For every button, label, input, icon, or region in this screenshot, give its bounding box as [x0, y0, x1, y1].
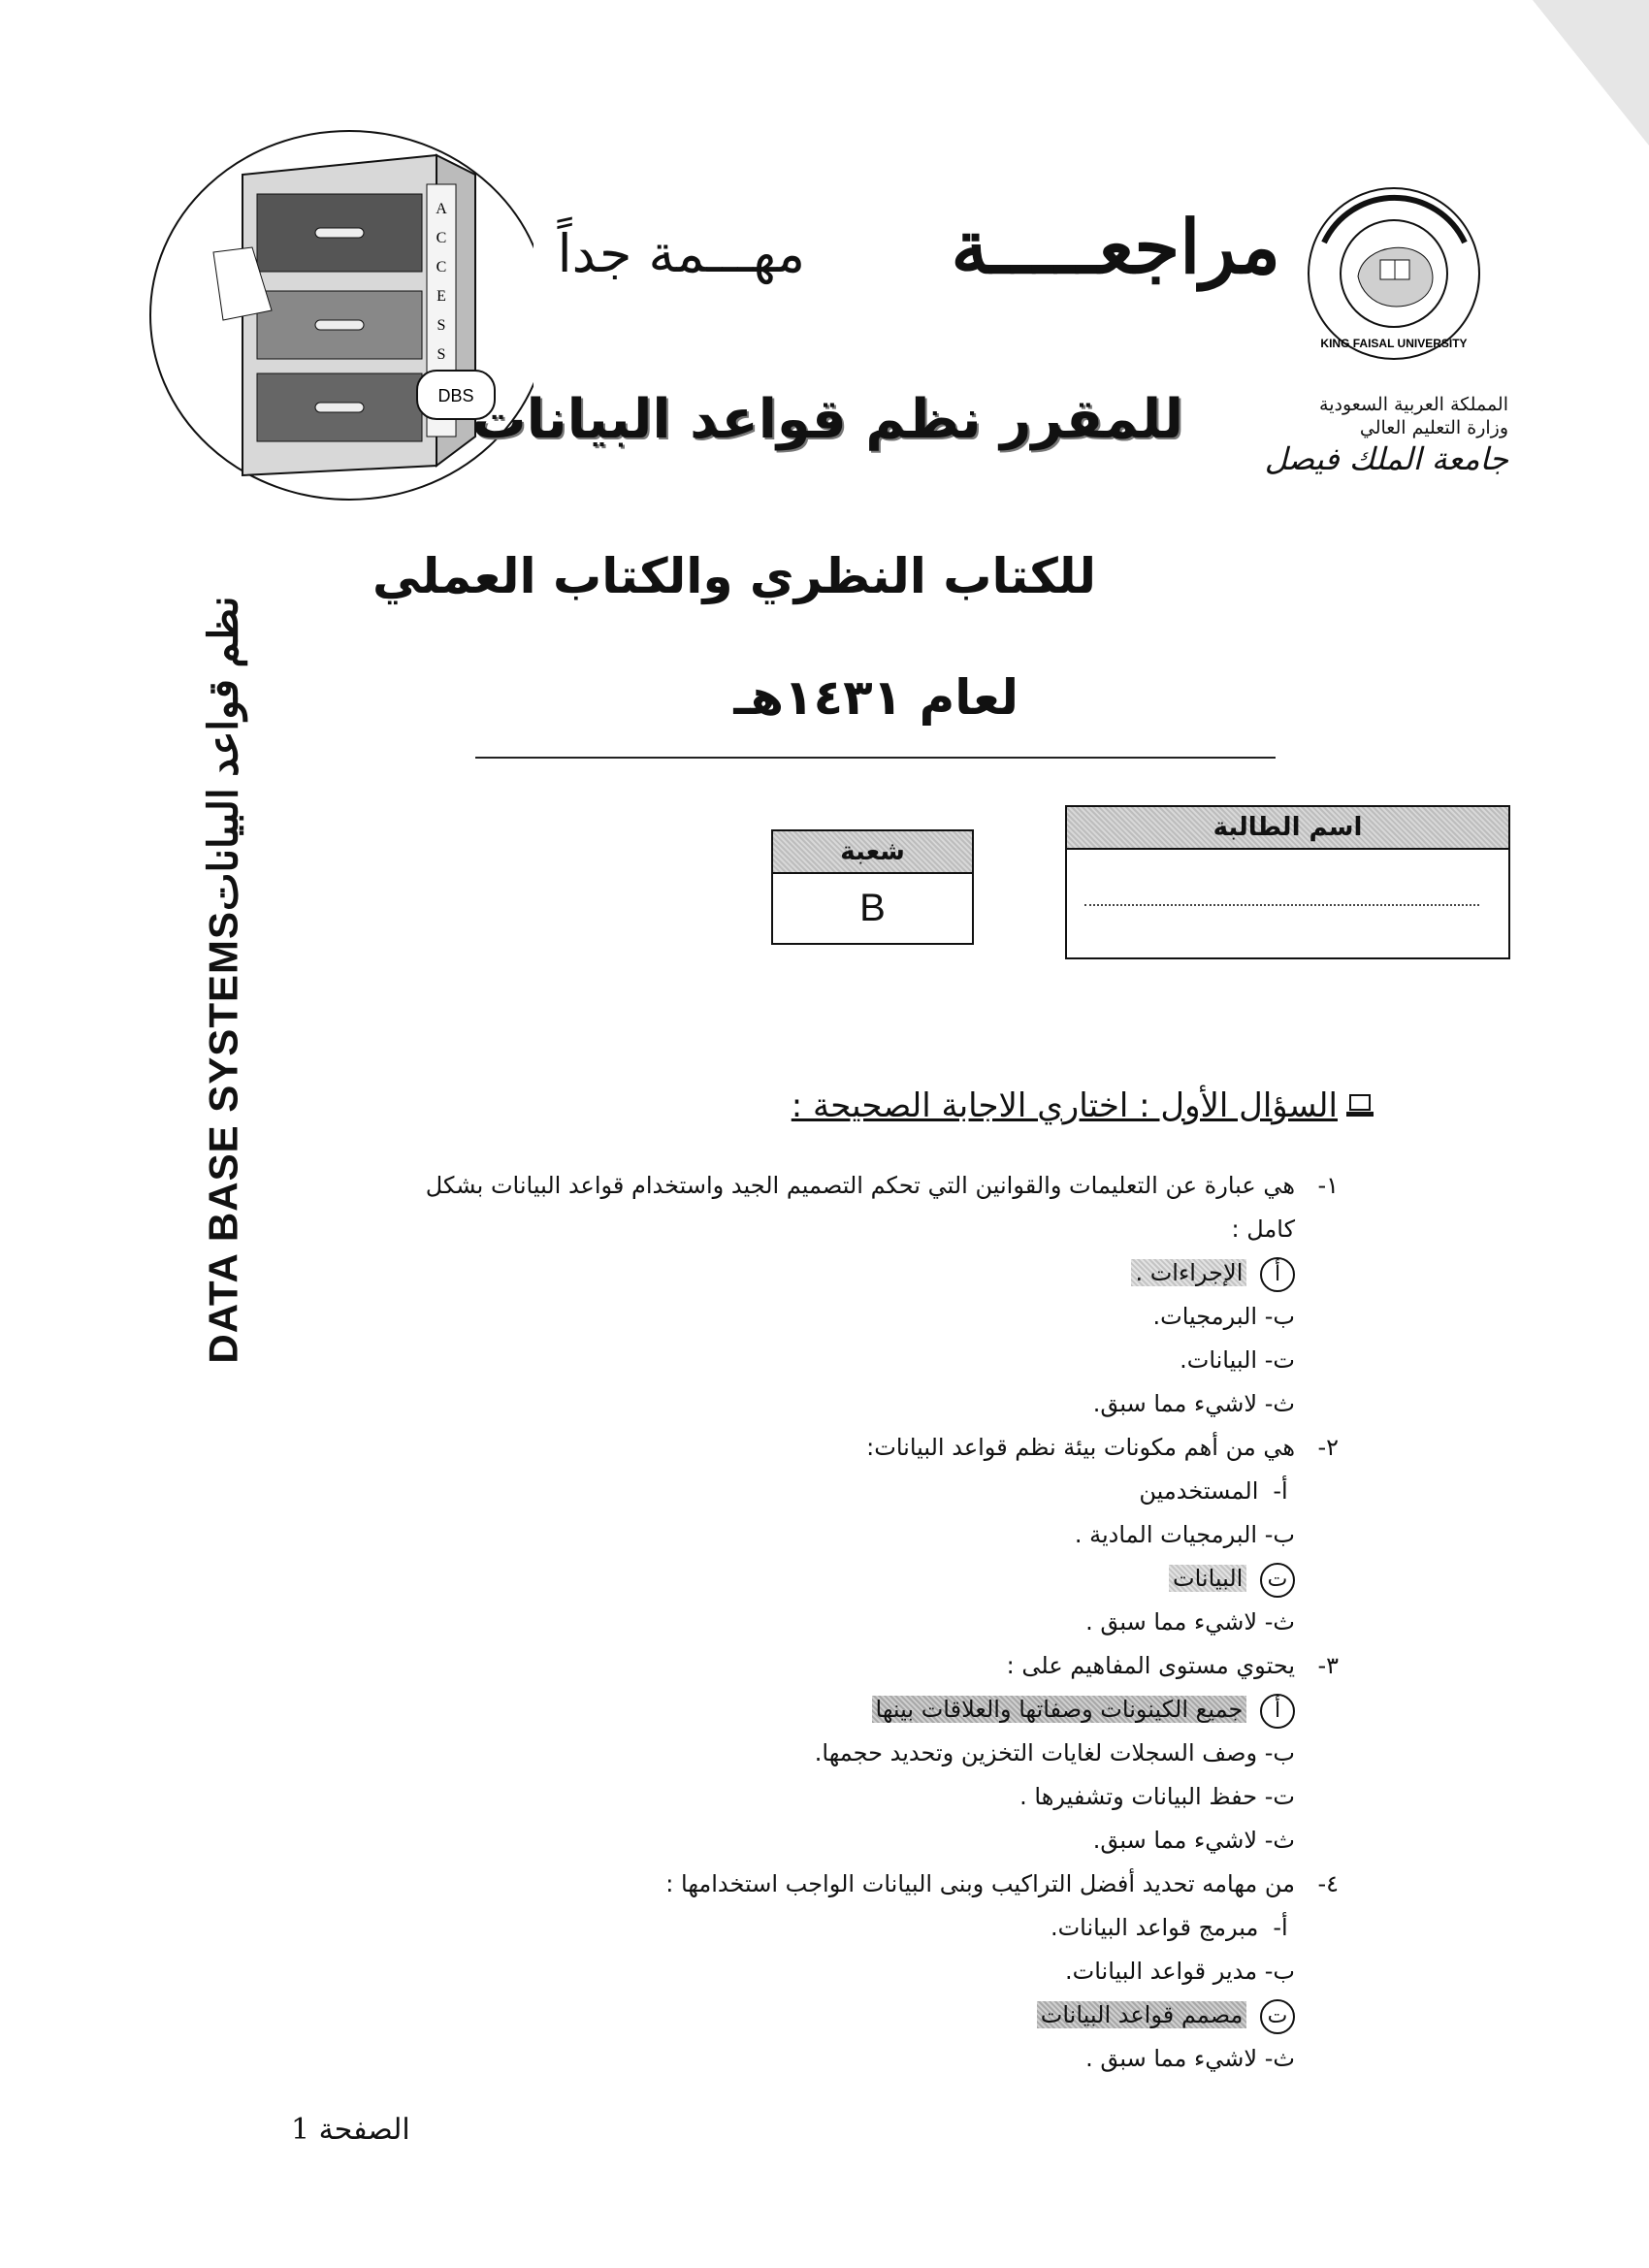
option-text-highlighted: الإجراءات .	[1131, 1259, 1246, 1286]
ministry-line: وزارة التعليم العالي	[1359, 417, 1508, 438]
side-vertical-title	[194, 572, 252, 1387]
option-letter-circled: أ	[1260, 1694, 1295, 1729]
option-text: حفظ البيانات وتشفيرها .	[1019, 1783, 1258, 1810]
logo-caption: KING FAISAL UNIVERSITY	[1320, 337, 1468, 350]
option	[276, 1601, 1295, 1644]
title-divider	[475, 757, 1276, 759]
option	[276, 2037, 1295, 2081]
option-text: البرمجيات.	[1152, 1303, 1258, 1330]
question-text: يحتوي مستوى المفاهيم على :	[1006, 1652, 1295, 1679]
option-correct	[276, 1251, 1295, 1295]
section-box	[771, 829, 974, 945]
option-letter: ب-	[1264, 1303, 1295, 1330]
question-heading	[792, 1086, 1374, 1125]
question-heading-text: السؤال الأول : اختاري الاجابة الصحيحة :	[791, 1086, 1338, 1125]
question-text: من مهامه تحديد أفضل التراكيب وبنى البيانات الواجب استخدامها :	[665, 1870, 1295, 1897]
question-stem	[276, 1644, 1339, 1688]
option-letter: أ-	[1273, 1477, 1288, 1505]
option	[276, 1513, 1295, 1557]
option-letter-circled: أ	[1260, 1257, 1295, 1292]
option-text-highlighted: جميع الكينونات وصفاتها والعلاقات بينها	[872, 1696, 1247, 1723]
clipart-dbs-label: DBS	[437, 386, 474, 405]
university-seal-logo	[1305, 184, 1484, 364]
review-title: مراجعـــــة	[951, 204, 1280, 290]
option	[276, 1732, 1295, 1775]
kingdom-line: المملكة العربية السعودية	[1319, 394, 1508, 415]
option	[276, 1819, 1295, 1863]
option-letter-circled: ت	[1260, 1999, 1295, 2034]
question-stem	[276, 1863, 1339, 1906]
option-correct	[276, 1557, 1295, 1601]
option-letter: ب-	[1264, 1958, 1295, 1985]
option	[276, 1470, 1295, 1513]
option-text-highlighted: البيانات	[1169, 1565, 1246, 1592]
option-text: مبرمج قواعد البيانات.	[1050, 1914, 1259, 1941]
section-label: شعبة	[773, 831, 972, 874]
svg-text:C: C	[436, 259, 447, 275]
question-stem	[276, 1164, 1339, 1208]
svg-text:S: S	[436, 346, 446, 363]
question-stem	[276, 1426, 1339, 1470]
option-letter: ث-	[1264, 1827, 1295, 1854]
option	[276, 1906, 1295, 1950]
option-text: لاشيء مما سبق.	[1092, 1390, 1258, 1417]
question-number: ٣-	[1317, 1652, 1339, 1679]
option-letter: أ-	[1273, 1914, 1288, 1941]
question-number: ١-	[1317, 1172, 1339, 1199]
option-text: لاشيء مما سبق .	[1085, 2045, 1258, 2072]
svg-text:E: E	[436, 288, 446, 305]
important-subtitle: مهـــمة جداً	[557, 223, 805, 284]
option-letter: ث-	[1264, 2045, 1295, 2072]
course-title: للمقرر نظم قواعد البيانات	[471, 388, 1183, 451]
option-letter: ب-	[1264, 1739, 1295, 1766]
option-text: لاشيء مما سبق.	[1092, 1827, 1258, 1854]
option	[276, 1382, 1295, 1426]
option	[276, 1295, 1295, 1339]
option-text: البرمجيات المادية .	[1074, 1521, 1258, 1548]
option-letter: ث-	[1264, 1608, 1295, 1636]
question-text-continuation: كامل :	[1231, 1215, 1295, 1243]
question-text: هي من أهم مكونات بيئة نظم قواعد البيانات:	[866, 1434, 1295, 1461]
svg-text:C: C	[436, 230, 447, 246]
option-text-highlighted: مصمم قواعد البيانات	[1037, 2001, 1247, 2028]
question-number: ٢-	[1317, 1434, 1339, 1461]
question-text: هي عبارة عن التعليمات والقوانين التي تحكم التصميم الجيد واستخدام قواعد البيانات بشكل	[425, 1172, 1295, 1199]
option-letter: ب-	[1264, 1521, 1295, 1548]
student-name-label: اسم الطالبة	[1067, 807, 1508, 850]
side-title-text: DATA BASE SYSTEMSنظم قواعد البيانات	[200, 596, 246, 1364]
option-letter: ث-	[1264, 1390, 1295, 1417]
books-title: للكتاب النظري والكتاب العملي	[372, 548, 1096, 604]
student-name-box	[1065, 805, 1510, 959]
option-correct	[276, 1688, 1295, 1732]
section-value: B	[859, 887, 886, 929]
option-text: وصف السجلات لغايات التخزين وتحديد حجمها.	[814, 1739, 1258, 1766]
laptop-icon	[1345, 1093, 1374, 1118]
svg-text:A: A	[436, 201, 447, 217]
student-name-dotted-line	[1084, 904, 1479, 906]
option-letter-circled: ت	[1260, 1563, 1295, 1598]
option	[276, 1339, 1295, 1382]
option-correct	[276, 1993, 1295, 2037]
option-text: مدير قواعد البيانات.	[1065, 1958, 1258, 1985]
option-letter: ت-	[1264, 1783, 1295, 1810]
option	[276, 1775, 1295, 1819]
question-number: ٤-	[1317, 1870, 1339, 1897]
questions-list	[276, 1164, 1339, 2081]
page-number: الصفحة 1	[291, 2113, 410, 2147]
university-line: جامعة الملك فيصل	[1264, 440, 1508, 477]
option-letter: ت-	[1264, 1346, 1295, 1374]
svg-text:S: S	[436, 317, 446, 334]
option-text: المستخدمين	[1139, 1477, 1259, 1505]
option-text: لاشيء مما سبق .	[1085, 1608, 1258, 1636]
year-title: لعام ١٤٣١هـ	[733, 669, 1018, 726]
institution-header	[1188, 393, 1508, 478]
scan-corner-shade	[1533, 0, 1649, 146]
option-text: البيانات.	[1180, 1346, 1258, 1374]
filing-cabinet-clipart	[126, 116, 534, 524]
option	[276, 1950, 1295, 1993]
